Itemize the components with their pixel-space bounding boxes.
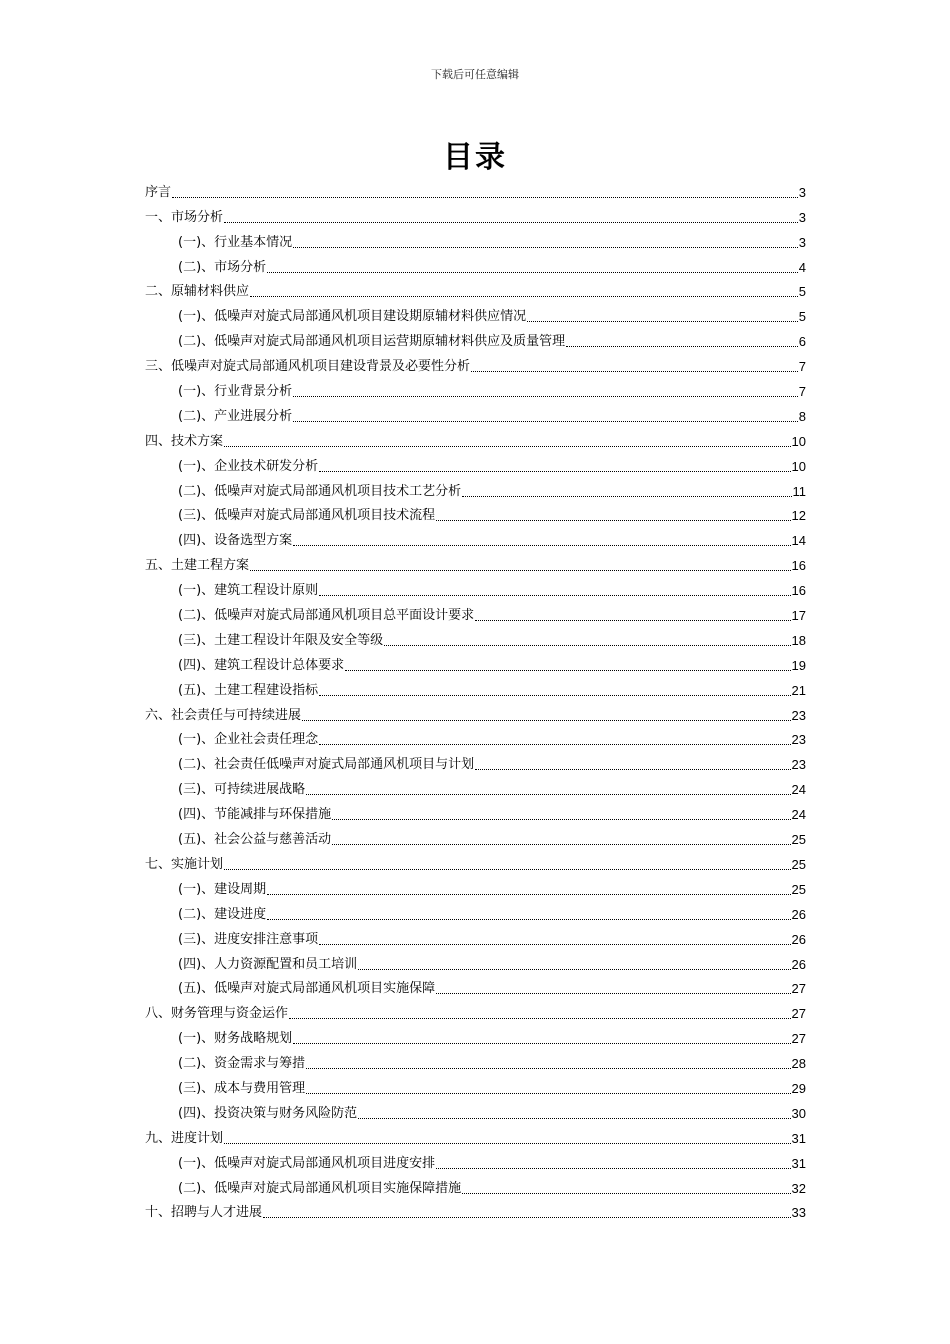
toc-entry-label: (二)、低噪声对旋式局部通风机项目运营期原辅材料供应及质量管理 bbox=[178, 334, 566, 350]
toc-entry[interactable] bbox=[145, 724, 806, 749]
toc-entry-label: (三)、可持续进展战略 bbox=[178, 782, 306, 798]
toc-entry-label: (二)、建设进度 bbox=[178, 906, 267, 922]
toc-entry-label: (三)、成本与费用管理 bbox=[178, 1080, 306, 1096]
toc-entry-page: 27 bbox=[791, 1031, 806, 1047]
toc-entry-page: 24 bbox=[791, 807, 806, 823]
toc-entry[interactable] bbox=[145, 1047, 806, 1072]
dot-leader bbox=[250, 295, 798, 297]
toc-entry-label: (四)、节能减排与环保措施 bbox=[178, 807, 332, 823]
dot-leader bbox=[475, 619, 790, 621]
toc-entry[interactable] bbox=[145, 973, 806, 998]
toc-entry-page: 26 bbox=[791, 906, 806, 922]
toc-entry-label: 十、招聘与人才进展 bbox=[145, 1205, 263, 1221]
toc-entry[interactable] bbox=[145, 325, 806, 350]
dot-leader bbox=[267, 893, 790, 895]
toc-entry-label: (四)、建筑工程设计总体要求 bbox=[178, 657, 345, 673]
toc-entry[interactable] bbox=[145, 1122, 806, 1147]
toc-entry-page: 3 bbox=[798, 209, 806, 225]
toc-entry-page: 30 bbox=[791, 1105, 806, 1121]
toc-entry-label: (一)、企业技术研发分析 bbox=[178, 458, 319, 474]
toc-entry-label: (四)、投资决策与财务风险防范 bbox=[178, 1105, 358, 1121]
toc-entry-page: 8 bbox=[798, 408, 806, 424]
toc-entry-label: 三、低噪声对旋式局部通风机项目建设背景及必要性分析 bbox=[145, 359, 471, 375]
toc-entry-page: 25 bbox=[791, 856, 806, 872]
toc-entry-page: 21 bbox=[791, 682, 806, 698]
dot-leader bbox=[319, 594, 790, 596]
toc-entry[interactable] bbox=[145, 798, 806, 823]
dot-leader bbox=[332, 843, 790, 845]
toc-entry[interactable] bbox=[145, 450, 806, 475]
toc-entry-page: 28 bbox=[791, 1056, 806, 1072]
toc-entry-page: 24 bbox=[791, 782, 806, 798]
toc-entry[interactable] bbox=[145, 1172, 806, 1197]
toc-entry-page: 27 bbox=[791, 1006, 806, 1022]
dot-leader bbox=[471, 370, 798, 372]
toc-entry-label: (一)、建设周期 bbox=[178, 881, 267, 897]
dot-leader bbox=[293, 420, 798, 422]
toc-entry-page: 6 bbox=[798, 334, 806, 350]
toc-entry-label: (三)、土建工程设计年限及安全等级 bbox=[178, 632, 384, 648]
dot-leader bbox=[332, 818, 790, 820]
toc-entry[interactable] bbox=[145, 500, 806, 525]
toc-entry[interactable] bbox=[145, 1072, 806, 1097]
toc-entry-page: 23 bbox=[791, 757, 806, 773]
toc-entry-page: 12 bbox=[791, 508, 806, 524]
toc-entry-page: 7 bbox=[798, 359, 806, 375]
toc-entry-label: (一)、低噪声对旋式局部通风机项目进度安排 bbox=[178, 1155, 436, 1171]
dot-leader bbox=[224, 1142, 791, 1144]
dot-leader bbox=[358, 968, 790, 970]
toc-entry[interactable] bbox=[145, 599, 806, 624]
dot-leader bbox=[267, 271, 798, 273]
toc-entry-label: (五)、社会公益与慈善活动 bbox=[178, 832, 332, 848]
toc-entry-page: 25 bbox=[791, 832, 806, 848]
toc-entry-page: 18 bbox=[791, 632, 806, 648]
toc-entry-page: 5 bbox=[798, 309, 806, 325]
dot-leader bbox=[436, 1167, 790, 1169]
dot-leader bbox=[172, 196, 798, 198]
toc-entry-label: 序言 bbox=[145, 184, 172, 200]
toc-entry-label: 一、市场分析 bbox=[145, 209, 224, 225]
toc-entry[interactable] bbox=[145, 176, 806, 201]
dot-leader bbox=[224, 445, 791, 447]
toc-entry-page: 31 bbox=[791, 1130, 806, 1146]
dot-leader bbox=[302, 719, 791, 721]
dot-leader bbox=[293, 544, 790, 546]
dot-leader bbox=[566, 345, 798, 347]
toc-entry[interactable] bbox=[145, 1197, 806, 1222]
dot-leader bbox=[475, 768, 790, 770]
dot-leader bbox=[384, 644, 790, 646]
toc-entry[interactable] bbox=[145, 574, 806, 599]
toc-entry[interactable] bbox=[145, 350, 806, 375]
dot-leader bbox=[224, 868, 791, 870]
toc-entry-label: (二)、社会责任低噪声对旋式局部通风机项目与计划 bbox=[178, 757, 475, 773]
toc-entry[interactable] bbox=[145, 873, 806, 898]
toc-entry-label: 二、原辅材料供应 bbox=[145, 284, 250, 300]
toc-entry-label: (四)、人力资源配置和员工培训 bbox=[178, 956, 358, 972]
toc-entry-page: 5 bbox=[798, 284, 806, 300]
toc-entry-page: 11 bbox=[792, 483, 806, 499]
dot-leader bbox=[250, 569, 791, 571]
toc-entry-page: 4 bbox=[798, 259, 806, 275]
toc-entry-page: 23 bbox=[791, 707, 806, 723]
dot-leader bbox=[345, 669, 790, 671]
toc-entry[interactable] bbox=[145, 649, 806, 674]
toc-entry-label: (二)、资金需求与筹措 bbox=[178, 1056, 306, 1072]
toc-entry-page: 10 bbox=[791, 433, 806, 449]
dot-leader bbox=[293, 1042, 790, 1044]
dot-leader bbox=[319, 470, 790, 472]
toc-entry[interactable] bbox=[145, 748, 806, 773]
toc-entry[interactable] bbox=[145, 1097, 806, 1122]
toc-entry-page: 26 bbox=[791, 931, 806, 947]
toc-entry[interactable] bbox=[145, 699, 806, 724]
toc-entry[interactable] bbox=[145, 276, 806, 301]
toc-entry[interactable] bbox=[145, 923, 806, 948]
toc-entry-label: 七、实施计划 bbox=[145, 856, 224, 872]
dot-leader bbox=[319, 943, 790, 945]
dot-leader bbox=[436, 992, 790, 994]
dot-leader bbox=[267, 918, 790, 920]
toc-entry-page: 27 bbox=[791, 981, 806, 997]
dot-leader bbox=[289, 1017, 791, 1019]
toc-entry[interactable] bbox=[145, 898, 806, 923]
toc-entry-label: 五、土建工程方案 bbox=[145, 558, 250, 574]
toc-entry-label: (五)、低噪声对旋式局部通风机项目实施保障 bbox=[178, 981, 436, 997]
toc-entry-page: 25 bbox=[791, 881, 806, 897]
toc-entry-label: 四、技术方案 bbox=[145, 433, 224, 449]
toc-entry-label: (二)、低噪声对旋式局部通风机项目总平面设计要求 bbox=[178, 608, 475, 624]
toc-entry-label: 八、财务管理与资金运作 bbox=[145, 1006, 289, 1022]
toc-entry[interactable] bbox=[145, 549, 806, 574]
toc-entry-page: 31 bbox=[791, 1155, 806, 1171]
dot-leader bbox=[319, 694, 790, 696]
dot-leader bbox=[293, 395, 798, 397]
toc-entry-label: (一)、行业背景分析 bbox=[178, 384, 293, 400]
toc-entry-page: 33 bbox=[791, 1205, 806, 1221]
toc-entry[interactable] bbox=[145, 251, 806, 276]
toc-entry[interactable] bbox=[145, 773, 806, 798]
toc-entry-page: 16 bbox=[791, 583, 806, 599]
toc-entry-page: 29 bbox=[791, 1080, 806, 1096]
toc-entry-label: (一)、低噪声对旋式局部通风机项目建设期原辅材料供应情况 bbox=[178, 309, 527, 325]
toc-entry[interactable] bbox=[145, 948, 806, 973]
dot-leader bbox=[462, 495, 791, 497]
dot-leader bbox=[306, 793, 790, 795]
toc-entry-label: (五)、土建工程建设指标 bbox=[178, 682, 319, 698]
toc-entry[interactable] bbox=[145, 997, 806, 1022]
toc-entry[interactable] bbox=[145, 475, 806, 500]
toc-entry-page: 19 bbox=[791, 657, 806, 673]
toc-entry-label: 九、进度计划 bbox=[145, 1130, 224, 1146]
toc-entry[interactable] bbox=[145, 425, 806, 450]
dot-leader bbox=[527, 320, 798, 322]
toc-entry-page: 14 bbox=[791, 533, 806, 549]
toc-entry-page: 23 bbox=[791, 732, 806, 748]
toc-entry-page: 32 bbox=[791, 1180, 806, 1196]
toc-entry-label: (二)、市场分析 bbox=[178, 259, 267, 275]
toc-title: 目录 bbox=[443, 140, 507, 175]
toc-entry[interactable] bbox=[145, 624, 806, 649]
toc-entry[interactable] bbox=[145, 201, 806, 226]
toc-entry-label: (一)、企业社会责任理念 bbox=[178, 732, 319, 748]
toc-entry-page: 3 bbox=[798, 234, 806, 250]
toc-entry-label: (一)、行业基本情况 bbox=[178, 234, 293, 250]
toc-entry-page: 16 bbox=[791, 558, 806, 574]
dot-leader bbox=[462, 1192, 790, 1194]
toc-entry[interactable] bbox=[145, 848, 806, 873]
toc-entry-page: 3 bbox=[798, 184, 806, 200]
dot-leader bbox=[436, 519, 790, 521]
dot-leader bbox=[293, 246, 798, 248]
toc-entry-page: 7 bbox=[798, 384, 806, 400]
toc-entry[interactable] bbox=[145, 1022, 806, 1047]
toc-entry-label: (三)、进度安排注意事项 bbox=[178, 931, 319, 947]
toc-entry-label: (二)、低噪声对旋式局部通风机项目实施保障措施 bbox=[178, 1180, 462, 1196]
dot-leader bbox=[306, 1067, 790, 1069]
toc-entry-label: (一)、建筑工程设计原则 bbox=[178, 583, 319, 599]
dot-leader bbox=[263, 1216, 791, 1218]
table-of-contents bbox=[145, 176, 806, 1221]
toc-entry[interactable] bbox=[145, 400, 806, 425]
header-note: 下载后可任意编辑 bbox=[431, 68, 519, 81]
toc-entry[interactable] bbox=[145, 300, 806, 325]
dot-leader bbox=[358, 1117, 790, 1119]
toc-entry-page: 10 bbox=[791, 458, 806, 474]
toc-entry-page: 26 bbox=[791, 956, 806, 972]
toc-entry[interactable] bbox=[145, 375, 806, 400]
toc-entry[interactable] bbox=[145, 226, 806, 251]
toc-entry-label: (二)、低噪声对旋式局部通风机项目技术工艺分析 bbox=[178, 483, 462, 499]
dot-leader bbox=[319, 743, 790, 745]
toc-entry[interactable] bbox=[145, 1147, 806, 1172]
toc-entry[interactable] bbox=[145, 823, 806, 848]
toc-entry[interactable] bbox=[145, 524, 806, 549]
dot-leader bbox=[306, 1092, 790, 1094]
toc-entry-label: (二)、产业进展分析 bbox=[178, 408, 293, 424]
dot-leader bbox=[224, 221, 798, 223]
toc-entry-label: (四)、设备选型方案 bbox=[178, 533, 293, 549]
toc-entry-label: (一)、财务战略规划 bbox=[178, 1031, 293, 1047]
toc-entry-label: 六、社会责任与可持续进展 bbox=[145, 707, 302, 723]
toc-entry-label: (三)、低噪声对旋式局部通风机项目技术流程 bbox=[178, 508, 436, 524]
toc-entry-page: 17 bbox=[791, 608, 806, 624]
toc-entry[interactable] bbox=[145, 674, 806, 699]
